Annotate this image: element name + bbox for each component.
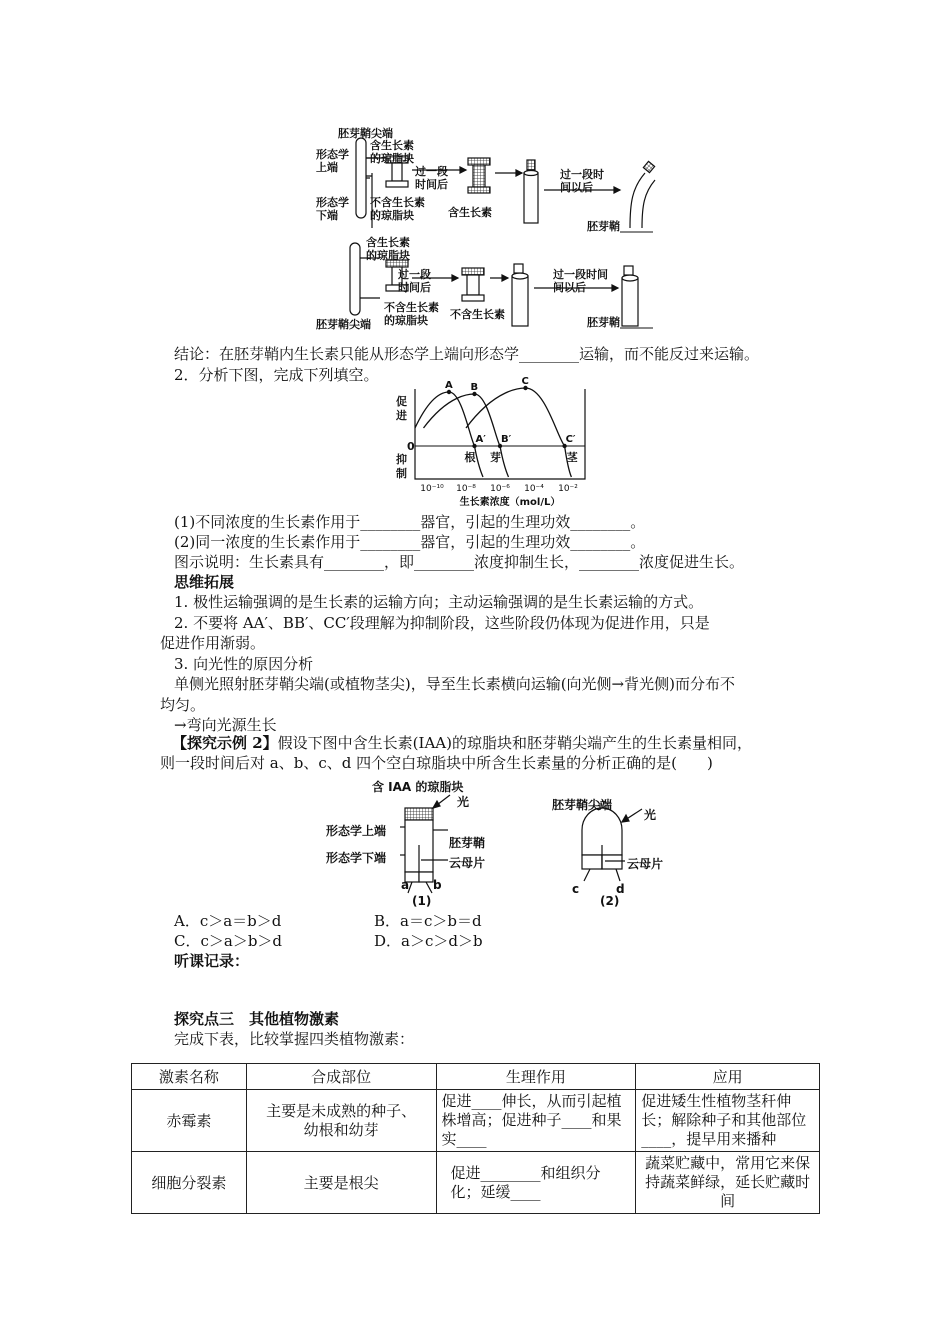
table-row [132,1090,820,1152]
example-text-1: 假设下图中含生长素(IAA)的琼脂块和胚芽鞘尖端产生的生长素量相同， [277,734,752,752]
label-agar-without-2: 不含生长素 的琼脂块 [384,301,439,327]
curve-芽 [424,394,509,477]
peak-label-C: C [521,376,529,387]
header-site: 合成部位 [246,1064,436,1090]
label-tip-bottom: 胚芽鞘尖端 [316,318,371,331]
cell-name: 赤霉素 [132,1090,247,1152]
label-over-time-1: 过一段 时间后 [415,165,448,191]
label-b: b [433,878,442,892]
label-morph-bottom: 形态学 下端 [316,196,349,222]
label-coleoptile-ex: 胚芽鞘 [449,836,486,850]
x-tick-label: 10⁻¹⁰ [420,484,444,494]
x-tick-label: 10⁻⁴ [524,484,544,494]
agar-block-result-1 [468,158,490,193]
table-header-row [132,1064,820,1090]
section-3-title: 探究点三 其他植物激素 [174,1010,340,1028]
curve-茎 [466,388,571,477]
hormone-table [131,1063,820,1214]
label-fig-2: (2) [600,894,620,908]
cell-site: 主要是未成熟的种子、幼根和幼芽 [246,1090,436,1152]
label-agar-without: 不含生长素 的琼脂块 [370,196,425,222]
x-axis-label: 生长素浓度（mol/L） [459,497,561,508]
section-3-intro: 完成下表，比较掌握四类植物激素： [174,1030,415,1048]
label-morph-top-2: 形态学上端 [326,824,387,838]
label-mica-1: 云母片 [449,856,486,870]
label-fig-1: (1) [412,894,432,908]
cross-label-B: B′ [501,434,512,445]
example-2-line-1 [172,734,752,753]
curve-根 [415,392,483,477]
notes-label: 听课记录： [174,952,250,970]
label-agar-with: 含生长素 的琼脂块 [370,139,414,165]
header-name: 激素名称 [132,1064,247,1090]
table-row [132,1152,820,1214]
cell-use: 蔬菜贮藏中，常用它来保持蔬菜鲜绿，延长贮藏时间 [636,1152,820,1214]
series-label-芽: 芽 [490,451,501,464]
question-2-1: (1)不同浓度的生长素作用于________器官，引起的生理功效________。 [174,513,646,531]
x-tick-label: 10⁻² [558,484,578,494]
label-over-time-3: 过一段 时间后 [398,268,431,294]
arrow-5 [490,275,508,281]
ylabel-bottom-1: 抑 [396,453,407,466]
agar-block-result-2 [462,268,484,301]
expand-item-3-cont: 均匀。 [160,696,206,714]
header-effect: 生理作用 [436,1064,636,1090]
x-tick-label: 10⁻⁸ [456,484,476,494]
expand-item-3-result: →弯向光源生长 [174,716,277,734]
label-over-time-4: 过一段时间 间以后 [553,268,608,294]
ylabel-top-2: 进 [396,409,407,422]
option-c: C．c＞a＞b＞d [174,932,283,950]
label-over-time-2: 过一段时 间以后 [560,168,604,194]
question-2-2: (2)同一浓度的生长素作用于________器官，引起的生理功效________。 [174,533,646,551]
cross-label-C: C′ [565,434,576,445]
series-label-根: 根 [464,451,476,464]
expand-item-3-text: 单侧光照射胚芽鞘尖端(或植物茎尖)，导至生长素横向运输(向光侧→背光侧)而分布不 [174,675,735,693]
label-tip-ex: 胚芽鞘尖端 [552,798,613,812]
chart-frame [415,389,585,479]
cell-site: 主要是根尖 [246,1152,436,1214]
label-light-1: 光 [457,795,470,809]
decapitated-coleoptile-2 [512,264,528,326]
cell-use: 促进矮生性植物茎秆伸长；解除种子和其他部位____，提早用来播种 [636,1090,820,1152]
label-agar-with-2: 含生长素 的琼脂块 [366,236,410,262]
label-tip-top: 胚芽鞘尖端 [338,127,393,140]
example-text-2: 则一段时间后对 a、b、c、d 四个空白琼脂块中所含生长素量的分析正确的是( ) [160,754,713,772]
cell-effect: 促进________和组织分化；延缓____ [436,1152,636,1214]
peak-label-B: B [470,382,479,393]
ylabel-bottom-2: 制 [396,467,407,480]
label-light-2: 光 [644,808,657,822]
expand-title: 思维拓展 [174,573,235,591]
label-c: c [572,882,580,896]
option-b: B．a＝c＞b＝d [374,912,482,930]
label-a: a [401,878,410,892]
label-iaa-agar: 含 IAA 的琼脂块 [372,780,464,794]
expand-item-2-cont: 促进作用渐弱。 [160,634,266,652]
label-morph-top: 形态学 上端 [316,148,349,174]
conclusion: 结论：在胚芽鞘内生长素只能从形态学上端向形态学________运输，而不能反过来运输。 [174,345,760,363]
option-d: D．a＞c＞d＞b [374,932,483,950]
cell-name: 细胞分裂素 [132,1152,247,1214]
expand-item-3: 3. 向光性的原因分析 [174,655,314,673]
expand-item-2: 2. 不要将 AA′、BB′、CC′段理解为抑制阶段，这些阶段仍体现为促进作用，只是 [174,614,710,632]
header-use: 应用 [636,1064,820,1090]
auxin-concentration-chart [360,376,600,513]
label-not-contains: 不含生长素 [450,308,505,321]
label-mica-2: 云母片 [627,857,664,871]
ylabel-top-1: 促 [396,395,407,408]
label-morph-bottom-2: 形态学下端 [326,851,387,865]
cross-label-A: A′ [475,434,486,445]
zero-label: 0 [407,440,415,453]
question-2-title: 2．分析下图，完成下列填空。 [174,366,379,384]
expand-item-1: 1. 极性运输强调的是生长素的运输方向；主动运输强调的是生长素运输的方式。 [174,593,704,611]
x-tick-label: 10⁻⁶ [490,484,510,494]
label-d: d [616,882,625,896]
peak-label-A: A [445,380,453,391]
label-contains: 含生长素 [448,206,492,219]
arrow-2 [495,170,522,176]
option-a: A．c＞a＝b＞d [174,912,282,930]
chart-explanation: 图示说明：生长素具有________，即________浓度抑制生长，________浓度促进生长。 [174,553,745,571]
series-label-茎: 茎 [566,451,578,464]
cell-effect: 促进____伸长，从而引起植株增高；促进种子____和果实____ [436,1090,636,1152]
label-coleoptile-1: 胚芽鞘______ [587,220,653,233]
iaa-experiment-figure [320,775,700,910]
example-tag: 【探究示例 2】 [172,734,278,752]
label-coleoptile-2: 胚芽鞘______ [587,316,653,329]
decapitated-coleoptile-1 [524,160,538,223]
